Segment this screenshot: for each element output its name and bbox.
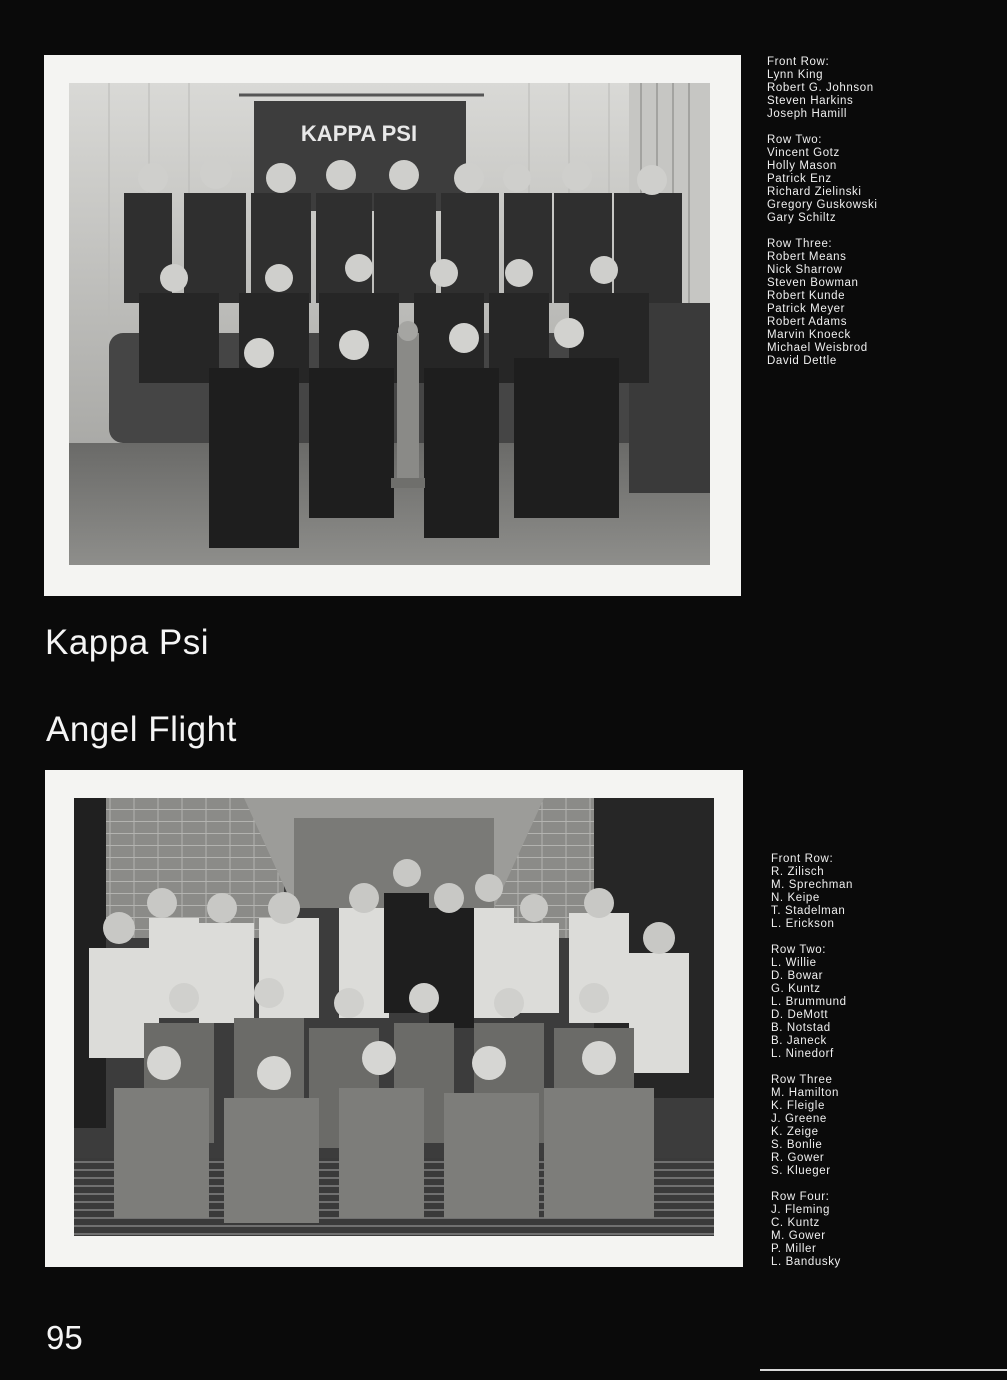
angel-flight-photo [74,798,714,1236]
member-name: D. Bowar [771,970,824,982]
member-name: Gregory Guskowski [767,199,878,211]
member-name: L. Willie [771,957,817,969]
kappa-psi-roster [767,56,878,381]
member-name: M. Hamilton [771,1087,839,1099]
kappa-psi-photo-frame [44,55,741,596]
member-name: Patrick Enz [767,173,832,185]
member-name: J. Fleming [771,1204,831,1216]
kappa-psi-heading: Kappa Psi [45,623,210,662]
row-title: Front Row: [771,853,834,865]
member-name: S. Klueger [771,1165,831,1177]
row-title: Row Three: [767,238,833,250]
member-name: L. Erickson [771,918,835,930]
member-name: K. Fleigle [771,1100,825,1112]
angel-flight-photo-frame [45,770,743,1267]
banner-text: KAPPA PSI [300,121,418,146]
member-name: P. Miller [771,1243,817,1255]
member-name: Vincent Gotz [767,147,840,159]
row-title: Row Four: [771,1191,830,1203]
member-name: C. Kuntz [771,1217,820,1229]
kappa-psi-row-two [767,134,878,225]
angel-flight-heading: Angel Flight [46,710,237,749]
member-name: Gary Schiltz [767,212,837,224]
row-title: Front Row: [767,56,830,68]
member-name: Nick Sharrow [767,264,843,276]
member-name: R. Gower [771,1152,825,1164]
angel-flight-row-two [771,944,853,1061]
member-name: Michael Weisbrod [767,342,868,354]
kappa-psi-row-three [767,238,878,368]
angel-flight-row-four [771,1191,853,1269]
member-name: G. Kuntz [771,983,821,995]
member-name: L. Ninedorf [771,1048,834,1060]
kappa-psi-front-row [767,56,878,121]
member-name: R. Zilisch [771,866,825,878]
angel-flight-roster [771,853,853,1282]
member-name: L. Bandusky [771,1256,841,1268]
member-name: Robert Adams [767,316,848,328]
row-title: Row Three [771,1074,833,1086]
kappa-psi-photo [69,83,710,565]
member-name: L. Brummund [771,996,847,1008]
row-title: Row Two: [767,134,823,146]
member-name: Steven Harkins [767,95,854,107]
member-name: N. Keipe [771,892,820,904]
member-name: Richard Zielinski [767,186,862,198]
row-title: Row Two: [771,944,827,956]
member-name: K. Zeige [771,1126,819,1138]
member-name: David Dettle [767,355,837,367]
member-name: M. Gower [771,1230,826,1242]
member-name: S. Bonlie [771,1139,823,1151]
member-name: B. Janeck [771,1035,827,1047]
member-name: Holly Mason [767,160,837,172]
member-name: M. Sprechman [771,879,853,891]
member-name: B. Notstad [771,1022,831,1034]
member-name: Robert Kunde [767,290,846,302]
member-name: Patrick Meyer [767,303,846,315]
member-name: J. Greene [771,1113,827,1125]
member-name: Robert G. Johnson [767,82,874,94]
member-name: Robert Means [767,251,847,263]
member-name: Joseph Hamill [767,108,848,120]
bottom-rule [760,1369,1007,1371]
member-name: Marvin Knoeck [767,329,851,341]
member-name: T. Stadelman [771,905,846,917]
member-name: D. DeMott [771,1009,829,1021]
angel-flight-front-row [771,853,853,931]
page-number: 95 [46,1319,83,1356]
member-name: Lynn King [767,69,824,81]
member-name: Steven Bowman [767,277,859,289]
angel-flight-row-three [771,1074,853,1178]
